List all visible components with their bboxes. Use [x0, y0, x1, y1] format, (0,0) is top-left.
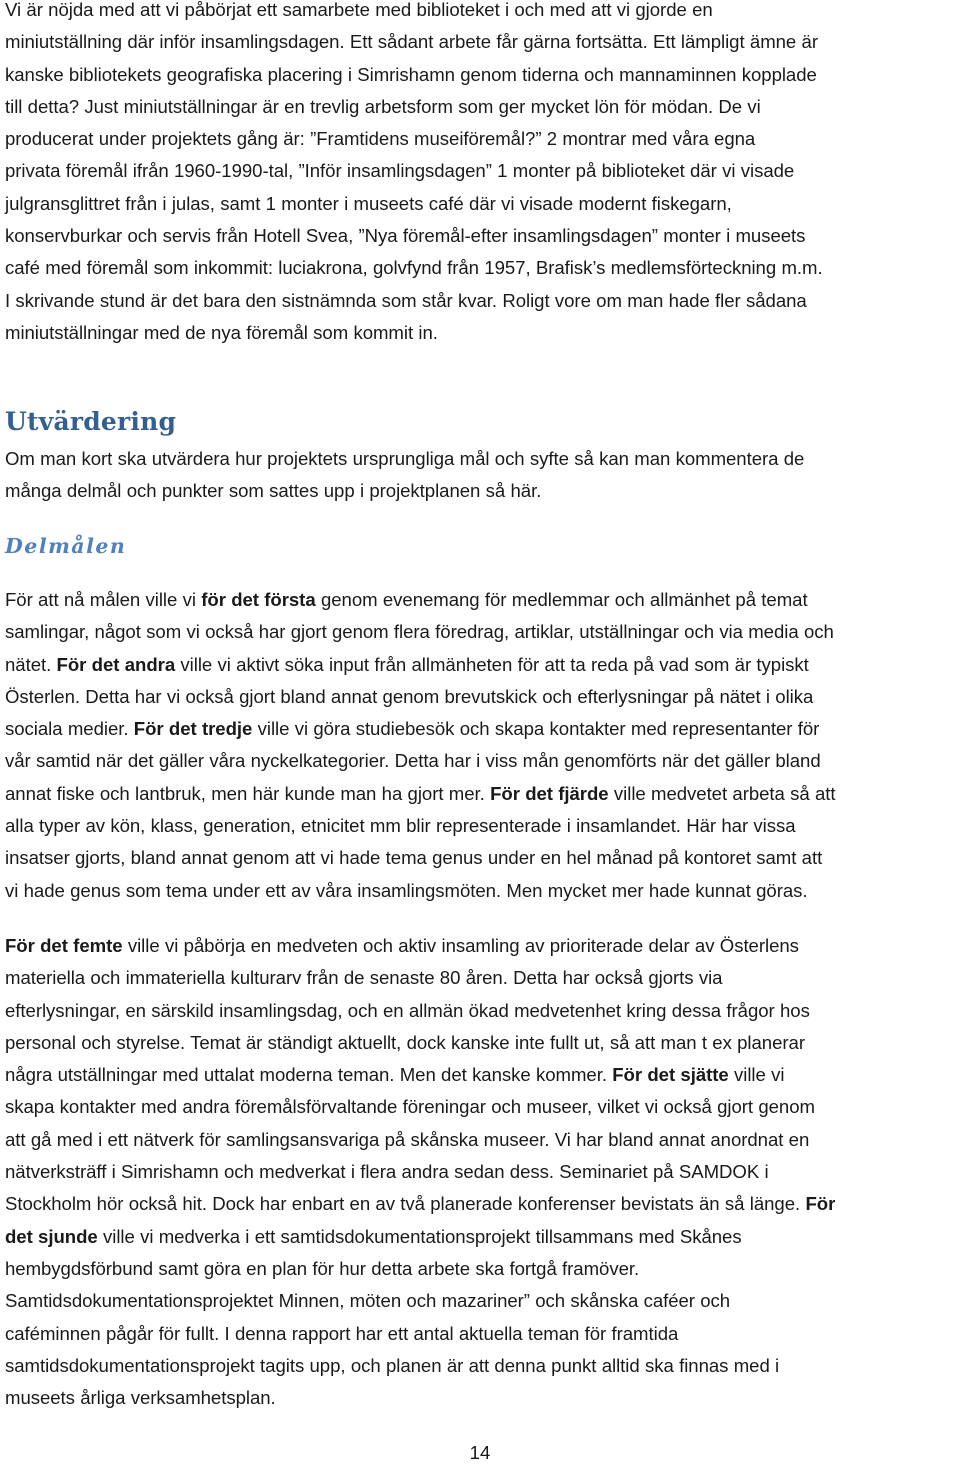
- page-number: 14: [469, 1442, 491, 1463]
- intro-paragraph: [5, 0, 823, 349]
- text-line: [5, 1285, 835, 1317]
- text-line: [5, 778, 836, 810]
- text-line: [5, 745, 836, 777]
- delmal-paragraph-1: [5, 584, 836, 907]
- text-line: Om man kort ska utvärdera hur projektets ursprungliga mål och syfte så kan man kommentera de: [5, 448, 805, 469]
- text-line: [5, 584, 836, 616]
- line-text: vi hade genus som tema under ett av våra insamlingsmöten. Men mycket mer hade kunnat göras.: [5, 879, 808, 901]
- text-line: [5, 616, 836, 648]
- line-text: samlingar, något som vi också har gjort genom flera föredrag, artiklar, utställningar och via media och: [5, 621, 834, 643]
- line-text: museets årliga verksamhetsplan.: [5, 1387, 276, 1409]
- text-line: I skrivande stund är det bara den sistnämnda som står kvar. Roligt vore om man hade fler sådana: [5, 289, 807, 311]
- text-line: [5, 1253, 835, 1285]
- text-line: [5, 1091, 835, 1123]
- text-line: [5, 713, 836, 745]
- text-line: [5, 1221, 835, 1253]
- text-line: julgransglittret från i julas, samt 1 monter i museets café där vi visade modernt fiskegarn,: [5, 192, 732, 214]
- text-line: Vi är nöjda med att vi påbörjat ett samarbete med biblioteket i och med att vi gjorde en: [5, 0, 713, 20]
- line-text: vår samtid när det gäller våra nyckelkategorier. Detta har i viss mån genomförts när det gäller bland: [5, 750, 821, 772]
- line-text: Österlen. Detta har vi också gjort bland annat genom brevutskick och efterlysningar på nätet i olika: [5, 685, 814, 707]
- text-line: [5, 1318, 835, 1350]
- line-text: För att nå målen ville vi: [5, 589, 202, 610]
- emphasis-text: För det tredje: [133, 718, 253, 740]
- text-line: [5, 1027, 835, 1059]
- line-text: Stockholm hör också hit. Dock har enbart en av två planerade konferenser bevistats än så länge.: [5, 1193, 806, 1215]
- emphasis-text: För det fjärde: [490, 782, 609, 804]
- delmal-paragraph-2: [5, 930, 835, 1414]
- text-line: [5, 1156, 835, 1188]
- line-text: genom evenemang för medlemmar och allmänhet på temat: [315, 589, 808, 610]
- utvardering-paragraph: [5, 443, 804, 508]
- text-line: [5, 875, 836, 907]
- text-line: [5, 649, 836, 681]
- line-text: annat fiske och lantbruk, men här kunde man ha gjort mer.: [5, 782, 491, 804]
- section-heading-utvardering: Utvärdering: [5, 407, 177, 436]
- line-text: Samtidsdokumentationsprojektet Minnen, möten och mazariner” och skånska caféer och: [5, 1290, 731, 1312]
- line-text: skapa kontakter med andra föremålsförvaltande föreningar och museer, vilket vi också gjort genom: [5, 1096, 815, 1118]
- text-line: privata föremål ifrån 1960-1990-tal, ”Inför insamlingsdagen” 1 monter på biblioteket där vi visade: [5, 160, 795, 182]
- text-line: miniutställning där inför insamlingsdagen. Ett sådant arbete får gärna fortsätta. Ett lämpligt ämne är: [5, 31, 818, 53]
- line-text: ville medvetet arbeta så att: [608, 782, 836, 804]
- text-line: till detta? Just miniutställningar är en trevlig arbetsform som ger mycket lön för mödan. De vi: [5, 95, 761, 117]
- line-text: nätet.: [5, 653, 57, 675]
- emphasis-text: För: [805, 1193, 836, 1215]
- line-text: efterlysningar, en särskild insamlingsdag, och en allmän ökad medvetenhet kring dessa frågor hos: [5, 999, 810, 1021]
- text-line: konservburkar och servis från Hotell Svea, ”Nya föremål-efter insamlingsdagen” monter i museets: [5, 225, 806, 247]
- line-text: hembygdsförbund samt göra en plan för hur detta arbete ska fortgå framöver.: [5, 1257, 640, 1279]
- text-line: [5, 1382, 835, 1414]
- text-line: kanske bibliotekets geografiska placering i Simrishamn genom tiderna och mannaminnen kopplade: [5, 63, 817, 85]
- emphasis-text: det sjunde: [5, 1225, 98, 1247]
- text-line: producerat under projektets gång är: ”Framtidens museiföremål?” 2 montrar med våra egna: [5, 128, 756, 150]
- text-line: café med föremål som inkommit: luciakrona, golvfynd från 1957, Brafisk’s medlemsförteckning m.m.: [5, 257, 823, 279]
- emphasis-text: För det sjätte: [612, 1064, 729, 1086]
- line-text: ville vi: [728, 1064, 785, 1086]
- emphasis-text: För det femte: [5, 935, 123, 956]
- text-line: [5, 1124, 835, 1156]
- line-text: caféminnen pågår för fullt. I denna rapport har ett antal aktuella teman för framtida: [5, 1322, 679, 1344]
- text-line: [5, 995, 835, 1027]
- line-text: sociala medier.: [5, 718, 134, 740]
- subheading-delmalen: Delmålen: [5, 534, 127, 558]
- text-line: miniutställningar med de nya föremål som kommit in.: [5, 321, 438, 343]
- text-line: [5, 810, 836, 842]
- text-line: [5, 930, 835, 962]
- emphasis-text: För det andra: [56, 653, 176, 675]
- emphasis-text: för det första: [201, 589, 316, 610]
- line-text: ville vi medverka i ett samtidsdokumentationsprojekt tillsammans med Skånes: [97, 1225, 742, 1247]
- line-text: materiella och immateriella kulturarv från de senaste 80 åren. Detta har också gjorts via: [5, 967, 723, 989]
- line-text: alla typer av kön, klass, generation, etnicitet mm blir representerade i insamlandet. Här har vissa: [5, 815, 796, 837]
- text-line: [5, 962, 835, 994]
- text-line: många delmål och punkter som sattes upp i projektplanen så här.: [5, 480, 542, 502]
- text-line: [5, 681, 836, 713]
- text-line: [5, 1059, 835, 1091]
- line-text: att gå med i ett nätverk för samlingsansvariga på skånska museer. Vi har bland annat anordnat en: [5, 1128, 810, 1150]
- line-text: nätverksträff i Simrishamn och medverkat i flera andra sedan dess. Seminariet på SAMDOK i: [5, 1161, 769, 1183]
- line-text: ville vi göra studiebesök och skapa kontakter med representanter för: [252, 718, 820, 740]
- line-text: insatser gjorts, bland annat genom att vi hade tema genus under en hel månad på kontoret samt att: [5, 847, 823, 869]
- text-line: [5, 1350, 835, 1382]
- text-line: [5, 842, 836, 874]
- line-text: ville vi aktivt söka input från allmänheten för att ta reda på vad som är typiskt: [175, 653, 809, 675]
- line-text: personal och styrelse. Temat är ständigt aktuellt, dock kanske inte fullt ut, så att man t ex planerar: [5, 1031, 805, 1053]
- text-line: [5, 1188, 835, 1220]
- line-text: ville vi påbörja en medveten och aktiv insamling av prioriterade delar av Österlens: [122, 935, 799, 956]
- line-text: samtidsdokumentationsprojekt tagits upp, och planen är att denna punkt alltid ska finnas med i: [5, 1354, 780, 1376]
- line-text: några utställningar med uttalat moderna teman. Men det kanske kommer.: [5, 1064, 613, 1086]
